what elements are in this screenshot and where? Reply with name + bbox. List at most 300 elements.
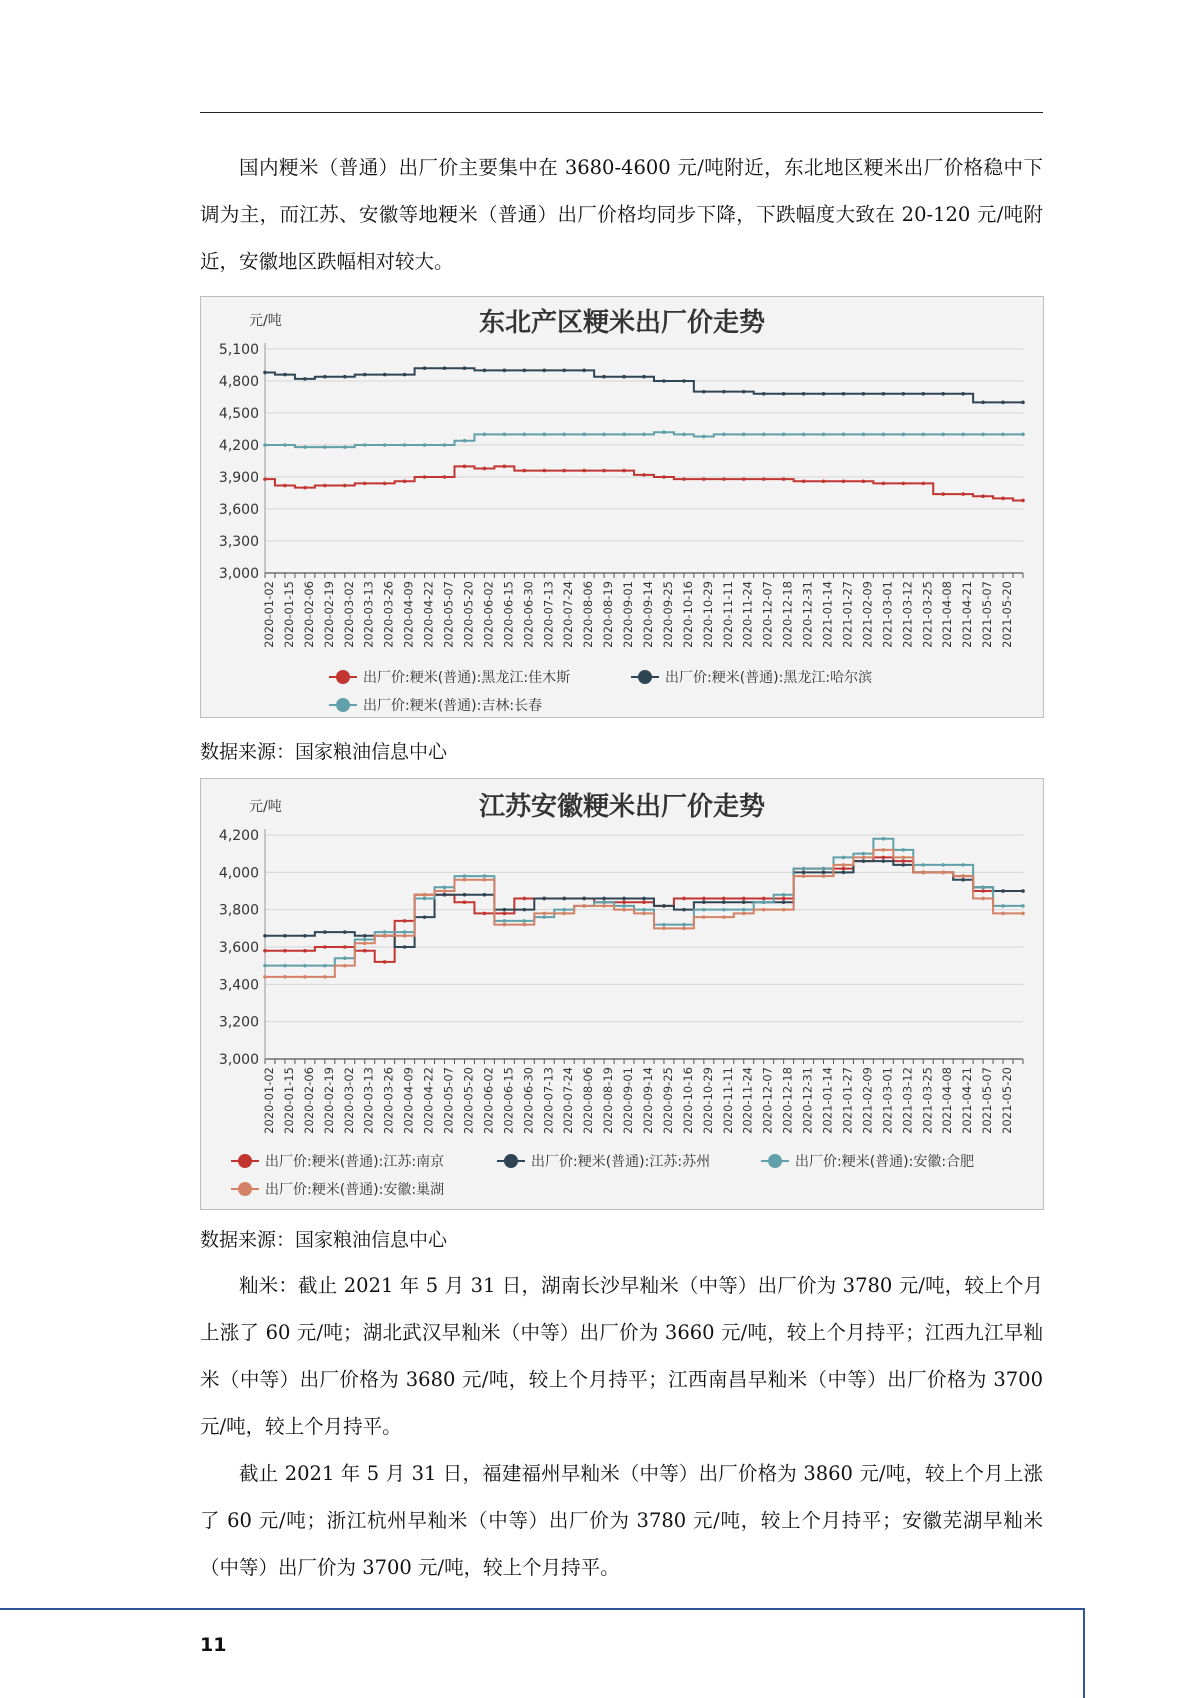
series-2-point: [941, 392, 945, 396]
series-1-point: [782, 477, 786, 481]
series-2-point: [542, 897, 546, 901]
series-3-point: [742, 433, 746, 437]
series-3-point: [383, 443, 387, 447]
series-3-point: [702, 435, 706, 439]
legend-marker-2[interactable]: [504, 1154, 518, 1168]
x-tick-label: 2020-04-09: [401, 1067, 416, 1134]
series-3-point: [682, 923, 686, 927]
series-3-point: [921, 433, 925, 437]
x-tick-label: 2020-12-18: [780, 1067, 795, 1134]
x-tick-label: 2021-04-08: [940, 1067, 955, 1134]
series-3-point: [842, 856, 846, 860]
footer-rule: [0, 1608, 1084, 1610]
chart-northeast-svg: [201, 297, 1043, 717]
series-3-point: [343, 956, 347, 960]
series-1-point: [722, 897, 726, 901]
series-2-point: [602, 375, 606, 379]
series-3-point: [602, 433, 606, 437]
series-1-point: [1001, 497, 1005, 501]
series-1-point: [742, 477, 746, 481]
series-3-point: [303, 964, 307, 968]
series-3-point: [921, 863, 925, 867]
x-tick-label: 2021-03-25: [920, 1067, 935, 1134]
series-2-point: [902, 863, 906, 867]
series-3-point: [822, 433, 826, 437]
legend-label-1[interactable]: 出厂价:粳米(普通):黑龙江:佳木斯: [363, 670, 571, 686]
x-tick-label: 2021-03-12: [900, 581, 915, 648]
x-tick-label: 2021-03-01: [880, 1067, 895, 1134]
series-1-point: [622, 900, 626, 904]
series-2-point: [542, 369, 546, 373]
x-tick-label: 2020-11-11: [720, 1067, 735, 1134]
x-tick-label: 2020-04-09: [401, 581, 416, 648]
series-4-point: [742, 912, 746, 916]
series-2-point: [902, 392, 906, 396]
header-rule: [200, 112, 1043, 113]
x-tick-label: 2021-02-09: [860, 581, 875, 648]
y-axis-unit: 元/吨: [249, 313, 282, 329]
y-tick-label: 3,600: [218, 940, 259, 956]
series-2-point: [363, 373, 367, 377]
series-1-point: [443, 475, 447, 479]
series-2-point: [722, 900, 726, 904]
series-4-point: [1021, 912, 1025, 916]
series-2-point: [662, 904, 666, 908]
series-1-point: [882, 856, 886, 860]
series-1-point: [902, 482, 906, 486]
series-4-point: [722, 915, 726, 919]
series-3-point: [403, 930, 407, 934]
series-3-point: [323, 445, 327, 449]
series-4-point: [902, 856, 906, 860]
series-3-point: [503, 919, 507, 923]
series-2-point: [582, 369, 586, 373]
series-3-point: [483, 874, 487, 878]
series-1-point: [263, 949, 267, 953]
x-tick-label: 2020-03-02: [341, 581, 356, 648]
series-2-point: [263, 934, 267, 938]
series-1-point: [682, 477, 686, 481]
series-4-point: [782, 908, 786, 912]
series-2-point: [562, 897, 566, 901]
legend-label-2[interactable]: 出厂价:粳米(普通):黑龙江:哈尔滨: [665, 670, 873, 686]
series-4-point: [503, 923, 507, 927]
x-tick-label: 2020-05-07: [441, 1067, 456, 1134]
series-2-point: [483, 369, 487, 373]
series-4-point: [941, 871, 945, 875]
x-tick-label: 2020-07-24: [561, 1067, 576, 1134]
series-3-point: [542, 915, 546, 919]
series-3-point: [762, 433, 766, 437]
y-tick-label: 3,400: [218, 977, 259, 994]
series-1-point: [403, 479, 407, 483]
series-3-point: [523, 433, 527, 437]
series-4-point: [682, 927, 686, 931]
series-4-point: [443, 889, 447, 893]
series-2-point: [662, 379, 666, 383]
x-tick-label: 2020-07-24: [561, 581, 576, 648]
x-tick-label: 2020-10-29: [700, 1067, 715, 1134]
x-tick-label: 2021-04-08: [940, 581, 955, 648]
legend-label-3[interactable]: 出厂价:粳米(普通):安徽:合肥: [795, 1154, 975, 1170]
x-tick-label: 2020-01-15: [281, 581, 296, 648]
series-4-point: [762, 908, 766, 912]
series-1-point: [742, 897, 746, 901]
series-3-point: [782, 893, 786, 897]
series-3-point: [941, 433, 945, 437]
series-2-point: [463, 893, 467, 897]
x-tick-label: 2020-11-11: [720, 581, 735, 648]
series-2-point: [682, 379, 686, 383]
x-tick-label: 2020-12-31: [800, 581, 815, 648]
series-1-point: [882, 482, 886, 486]
x-tick-label: 2021-03-25: [920, 581, 935, 648]
series-3-point: [383, 930, 387, 934]
x-tick-label: 2020-06-30: [521, 1067, 536, 1134]
series-2-point: [882, 392, 886, 396]
legend-label-3[interactable]: 出厂价:粳米(普通):吉林:长春: [363, 698, 543, 714]
series-1-point: [642, 900, 646, 904]
series-1-point: [343, 484, 347, 488]
series-4-point: [323, 975, 327, 979]
series-2-point: [423, 915, 427, 919]
series-1-point: [483, 467, 487, 471]
x-tick-label: 2020-04-22: [421, 581, 436, 648]
x-tick-label: 2021-03-01: [880, 581, 895, 648]
series-1-point: [702, 477, 706, 481]
x-tick-label: 2020-05-20: [461, 1067, 476, 1134]
series-2-point: [323, 375, 327, 379]
x-tick-label: 2020-10-29: [700, 581, 715, 648]
series-3-point: [363, 938, 367, 942]
series-1-point: [622, 469, 626, 473]
series-3-point: [642, 433, 646, 437]
series-2-point: [682, 908, 686, 912]
series-3-point: [582, 433, 586, 437]
series-1-point: [862, 479, 866, 483]
x-tick-label: 2020-07-13: [541, 1067, 556, 1134]
series-4-point: [582, 904, 586, 908]
x-tick-label: 2020-07-13: [541, 581, 556, 648]
series-3-point: [263, 964, 267, 968]
x-tick-label: 2021-03-12: [900, 1067, 915, 1134]
series-4-point: [622, 908, 626, 912]
x-tick-label: 2020-04-22: [421, 1067, 436, 1134]
y-tick-label: 3,200: [218, 1014, 259, 1031]
series-3-point: [961, 433, 965, 437]
series-2-point: [882, 859, 886, 863]
series-1-point: [842, 867, 846, 871]
series-3-point: [822, 867, 826, 871]
y-tick-label: 3,900: [218, 470, 259, 486]
series-2-point: [363, 934, 367, 938]
series-2-point: [842, 392, 846, 396]
x-tick-label: 2020-03-02: [341, 1067, 356, 1134]
series-1-point: [463, 465, 467, 469]
paragraph-indica-1: 籼米：截止 2021 年 5 月 31 日，湖南长沙早籼米（中等）出厂价为 3780 元/吨，较上个月上涨了 60 元/吨；湖北武汉早籼米（中等）出厂价为 3660 元/吨，较上个月持平；江西九江早籼米（中等）出厂价格为 3680 元/吨，较上个月持平；江西南昌早籼米（中等）出厂价格为 3700 元/吨，较上个月持平。: [200, 1274, 1043, 1438]
series-2-point: [782, 392, 786, 396]
series-1-point: [961, 492, 965, 496]
series-1-point: [343, 945, 347, 949]
x-tick-label: 2020-08-19: [601, 1067, 616, 1134]
x-tick-label: 2020-09-25: [660, 1067, 675, 1134]
series-4-point: [862, 856, 866, 860]
x-tick-label: 2020-02-06: [301, 581, 316, 648]
series-3-point: [1001, 433, 1005, 437]
series-3-point: [902, 433, 906, 437]
series-1-point: [503, 912, 507, 916]
series-3-point: [662, 430, 666, 434]
series-2-point: [1001, 889, 1005, 893]
x-tick-label: 2020-09-14: [640, 581, 655, 648]
series-2-point: [702, 900, 706, 904]
series-3-point: [503, 433, 507, 437]
series-line-2: [265, 861, 1023, 947]
series-1-point: [981, 494, 985, 498]
legend-marker-1[interactable]: [336, 670, 350, 684]
legend-marker-3[interactable]: [768, 1154, 782, 1168]
series-3-point: [722, 433, 726, 437]
series-2-point: [483, 893, 487, 897]
series-1-point: [503, 465, 507, 469]
series-1-point: [902, 859, 906, 863]
x-tick-label: 2020-01-02: [261, 1067, 276, 1134]
series-3-point: [363, 443, 367, 447]
data-source-1: 数据来源：国家粮油信息中心: [200, 741, 448, 763]
series-2-point: [862, 859, 866, 863]
series-1-point: [303, 949, 307, 953]
series-4-point: [403, 934, 407, 938]
series-2-point: [443, 893, 447, 897]
y-tick-label: 3,000: [218, 1052, 259, 1068]
legend-label-2[interactable]: 出厂价:粳米(普通):江苏:苏州: [531, 1154, 711, 1170]
x-tick-label: 2020-06-02: [481, 1067, 496, 1134]
series-3-point: [562, 433, 566, 437]
x-tick-label: 2021-05-20: [1000, 1067, 1015, 1134]
series-3-point: [862, 852, 866, 856]
x-tick-label: 2020-02-19: [321, 1067, 336, 1134]
series-2-point: [403, 373, 407, 377]
x-tick-label: 2020-11-24: [740, 581, 755, 648]
legend-label-4[interactable]: 出厂价:粳米(普通):安徽:巢湖: [265, 1182, 445, 1198]
x-tick-label: 2020-08-06: [581, 581, 596, 648]
series-4-point: [1001, 912, 1005, 916]
series-2-point: [283, 373, 287, 377]
chart-jiangsu-anhui-svg: [201, 779, 1043, 1209]
series-1-point: [802, 479, 806, 483]
x-tick-label: 2021-05-07: [980, 581, 995, 648]
series-1-point: [782, 897, 786, 901]
series-1-point: [762, 897, 766, 901]
series-4-point: [283, 975, 287, 979]
legend-marker-3[interactable]: [336, 698, 350, 712]
series-3-point: [463, 874, 467, 878]
series-3-point: [483, 433, 487, 437]
series-4-point: [383, 934, 387, 938]
series-2-point: [981, 401, 985, 405]
legend-marker-4[interactable]: [238, 1182, 252, 1196]
series-1-point: [383, 482, 387, 486]
series-1-point: [562, 469, 566, 473]
legend-label-1[interactable]: 出厂价:粳米(普通):江苏:南京: [265, 1154, 445, 1170]
x-tick-label: 2020-06-02: [481, 581, 496, 648]
series-3-point: [1021, 433, 1025, 437]
y-tick-label: 3,000: [218, 566, 259, 582]
series-3-point: [323, 964, 327, 968]
series-3-point: [622, 904, 626, 908]
series-3-point: [423, 897, 427, 901]
series-4-point: [463, 878, 467, 882]
x-tick-label: 2021-01-14: [820, 581, 835, 648]
series-1-point: [303, 486, 307, 490]
series-3-point: [862, 433, 866, 437]
series-1-point: [323, 945, 327, 949]
chart-northeast-japonica: [200, 296, 1044, 718]
y-tick-label: 3,600: [218, 502, 259, 518]
series-1-point: [762, 477, 766, 481]
x-tick-label: 2021-01-14: [820, 1067, 835, 1134]
x-tick-label: 2020-11-24: [740, 1067, 755, 1134]
series-3-point: [263, 443, 267, 447]
series-3-point: [542, 433, 546, 437]
series-3-point: [722, 908, 726, 912]
y-tick-label: 4,000: [218, 865, 259, 882]
series-4-point: [263, 975, 267, 979]
page-number: 11: [200, 1634, 227, 1656]
series-1-point: [283, 949, 287, 953]
series-2-point: [802, 392, 806, 396]
x-tick-label: 2021-04-21: [960, 1067, 975, 1134]
x-tick-label: 2020-09-01: [621, 581, 636, 648]
series-1-point: [483, 912, 487, 916]
series-1-point: [363, 482, 367, 486]
series-3-point: [662, 923, 666, 927]
x-tick-label: 2020-12-07: [760, 581, 775, 648]
series-2-point: [562, 369, 566, 373]
series-2-point: [762, 392, 766, 396]
series-3-point: [283, 443, 287, 447]
series-2-point: [523, 908, 527, 912]
series-1-point: [682, 897, 686, 901]
series-2-point: [961, 392, 965, 396]
series-2-point: [742, 390, 746, 394]
series-4-point: [921, 871, 925, 875]
series-3-point: [602, 900, 606, 904]
series-1-point: [941, 492, 945, 496]
series-4-point: [483, 878, 487, 882]
series-3-point: [343, 445, 347, 449]
series-2-point: [921, 392, 925, 396]
series-3-point: [283, 964, 287, 968]
x-tick-label: 2021-04-21: [960, 581, 975, 648]
x-tick-label: 2020-09-14: [640, 1067, 655, 1134]
series-3-point: [1001, 904, 1005, 908]
series-1-point: [602, 469, 606, 473]
x-tick-label: 2021-01-27: [840, 581, 855, 648]
paragraph-indica-2: 截止 2021 年 5 月 31 日，福建福州早籼米（中等）出厂价格为 3860 元/吨，较上个月上涨了 60 元/吨；浙江杭州早籼米（中等）出厂价为 3780 元/吨，较上个月持平；安徽芜湖早籼米（中等）出厂价为 3700 元/吨，较上个月持平。: [200, 1462, 1043, 1579]
series-3-point: [762, 900, 766, 904]
series-1-point: [363, 949, 367, 953]
series-1-point: [542, 469, 546, 473]
series-4-point: [981, 897, 985, 901]
series-1-point: [702, 897, 706, 901]
x-tick-label: 2020-08-06: [581, 1067, 596, 1134]
series-3-point: [1021, 904, 1025, 908]
series-4-point: [523, 923, 527, 927]
x-tick-label: 2020-08-19: [601, 581, 616, 648]
series-2-point: [782, 900, 786, 904]
series-3-point: [642, 908, 646, 912]
series-2-point: [582, 897, 586, 901]
series-3-point: [802, 433, 806, 437]
legend-marker-2[interactable]: [638, 670, 652, 684]
series-3-point: [702, 908, 706, 912]
series-2-point: [323, 930, 327, 934]
series-2-point: [862, 392, 866, 396]
y-tick-label: 4,200: [218, 828, 259, 844]
series-1-point: [822, 479, 826, 483]
series-3-point: [961, 863, 965, 867]
series-2-point: [283, 934, 287, 938]
series-3-point: [423, 443, 427, 447]
series-2-point: [842, 871, 846, 875]
series-1-point: [981, 889, 985, 893]
series-4-point: [303, 975, 307, 979]
y-tick-label: 4,200: [218, 438, 259, 454]
x-tick-label: 2020-02-19: [321, 581, 336, 648]
series-2-point: [423, 366, 427, 370]
series-4-point: [542, 912, 546, 916]
series-2-point: [722, 390, 726, 394]
series-2-point: [1001, 401, 1005, 405]
series-4-point: [822, 874, 826, 878]
series-4-point: [662, 927, 666, 931]
series-2-point: [702, 390, 706, 394]
series-4-point: [961, 874, 965, 878]
series-4-point: [343, 964, 347, 968]
series-1-point: [582, 469, 586, 473]
series-line-1: [265, 466, 1023, 500]
x-tick-label: 2020-09-25: [660, 581, 675, 648]
series-2-point: [642, 375, 646, 379]
series-1-point: [842, 479, 846, 483]
y-tick-label: 5,100: [218, 342, 259, 358]
series-2-point: [1021, 889, 1025, 893]
legend-marker-1[interactable]: [238, 1154, 252, 1168]
x-tick-label: 2020-03-26: [381, 1067, 396, 1134]
series-3-point: [443, 885, 447, 889]
chart-title: 东北产区粳米出厂价走势: [478, 308, 766, 338]
x-tick-label: 2020-03-26: [381, 581, 396, 648]
chart-title: 江苏安徽粳米出厂价走势: [478, 792, 766, 822]
y-tick-label: 4,800: [218, 374, 259, 390]
series-1-point: [523, 897, 527, 901]
x-tick-label: 2020-01-15: [281, 1067, 296, 1134]
series-1-point: [423, 475, 427, 479]
x-tick-label: 2020-10-16: [680, 1067, 695, 1134]
series-3-point: [622, 433, 626, 437]
paragraph-japonica-summary: 国内粳米（普通）出厂价主要集中在 3680-4600 元/吨附近，东北地区粳米出厂价格稳中下调为主，而江苏、安徽等地粳米（普通）出厂价格均同步下降，下跌幅度大致在 20-120 元/吨附近，安徽地区跌幅相对较大。: [200, 156, 1043, 273]
x-tick-label: 2020-01-02: [261, 581, 276, 648]
x-tick-label: 2020-09-01: [621, 1067, 636, 1134]
series-3-point: [562, 908, 566, 912]
series-1-point: [263, 477, 267, 481]
series-2-point: [503, 369, 507, 373]
series-4-point: [882, 848, 886, 852]
series-3-point: [842, 433, 846, 437]
series-3-point: [403, 443, 407, 447]
series-3-point: [902, 848, 906, 852]
